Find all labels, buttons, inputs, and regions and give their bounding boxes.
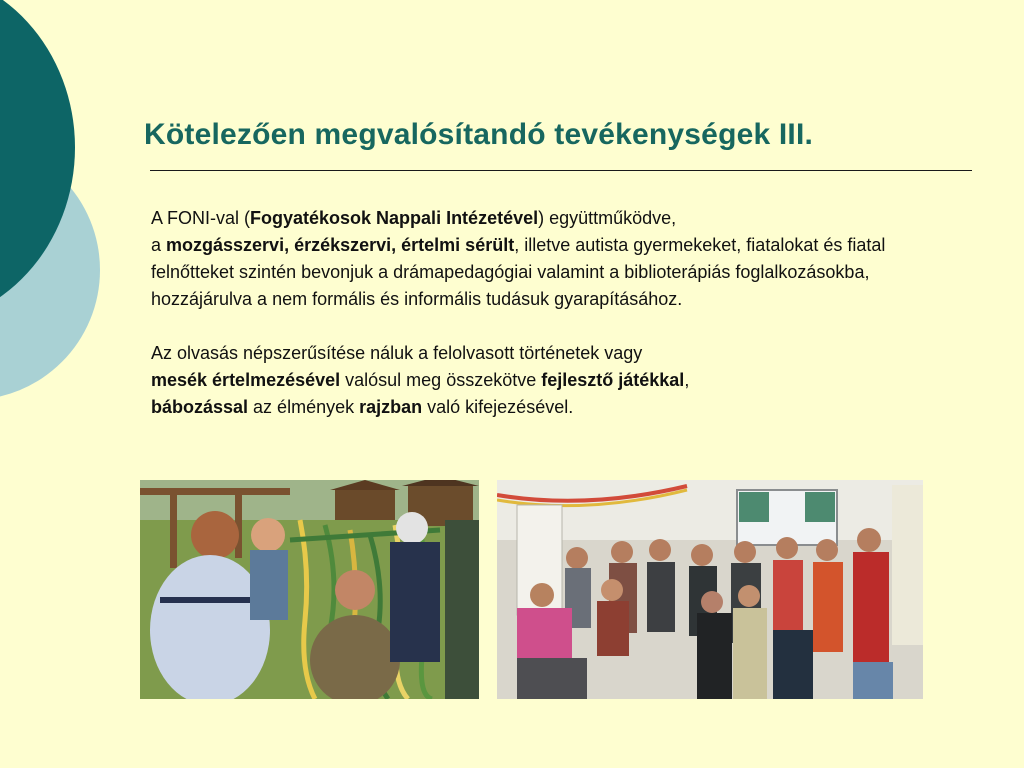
p2-bold-1: mesék értelmezésével [151, 370, 341, 390]
p2-text-3: , [684, 370, 690, 390]
paragraph-foni [151, 205, 951, 313]
title-divider [150, 170, 972, 171]
p1-text-2: ) együttműködve, [538, 208, 677, 228]
slide-title: Kötelezően megvalósítandó tevékenységek III. [144, 118, 814, 151]
p2-text-1: Az olvasás népszerűsítése náluk a felolvasott történetek vagy [151, 343, 643, 363]
p2-text-5: való kifejezésével. [422, 397, 574, 417]
p2-bold-4: rajzban [359, 397, 423, 417]
p1-bold-2: mozgásszervi, érzékszervi, értelmi sérült [166, 235, 515, 255]
p2-bold-2: fejlesztő játékkal [541, 370, 685, 390]
p2-text-2: valósul meg összekötve [340, 370, 542, 390]
group-photo-illustration [497, 480, 923, 699]
paragraph-reading [151, 340, 951, 421]
p1-text-1: A FONI-val ( [151, 208, 251, 228]
outdoor-activity-illustration [140, 480, 479, 699]
p1-text-4: , illetve autista gyermekeket, fiatalokat és fiatal felnőtteket szintén bevonjuk a drámapedagógiai valamint a biblioterápiás foglalkozásokba, hozzájárulva a nem formális és informális tudásuk gyarapításához. [151, 235, 886, 309]
p1-text-3: a [151, 235, 167, 255]
p2-bold-3: bábozással [151, 397, 249, 417]
photo-outdoor-activity [140, 480, 479, 699]
slide-body [151, 205, 951, 421]
photo-group-indoor [497, 480, 923, 699]
p1-bold-1: Fogyatékosok Nappali Intézetével [250, 208, 539, 228]
p2-text-4: az élmények [248, 397, 360, 417]
